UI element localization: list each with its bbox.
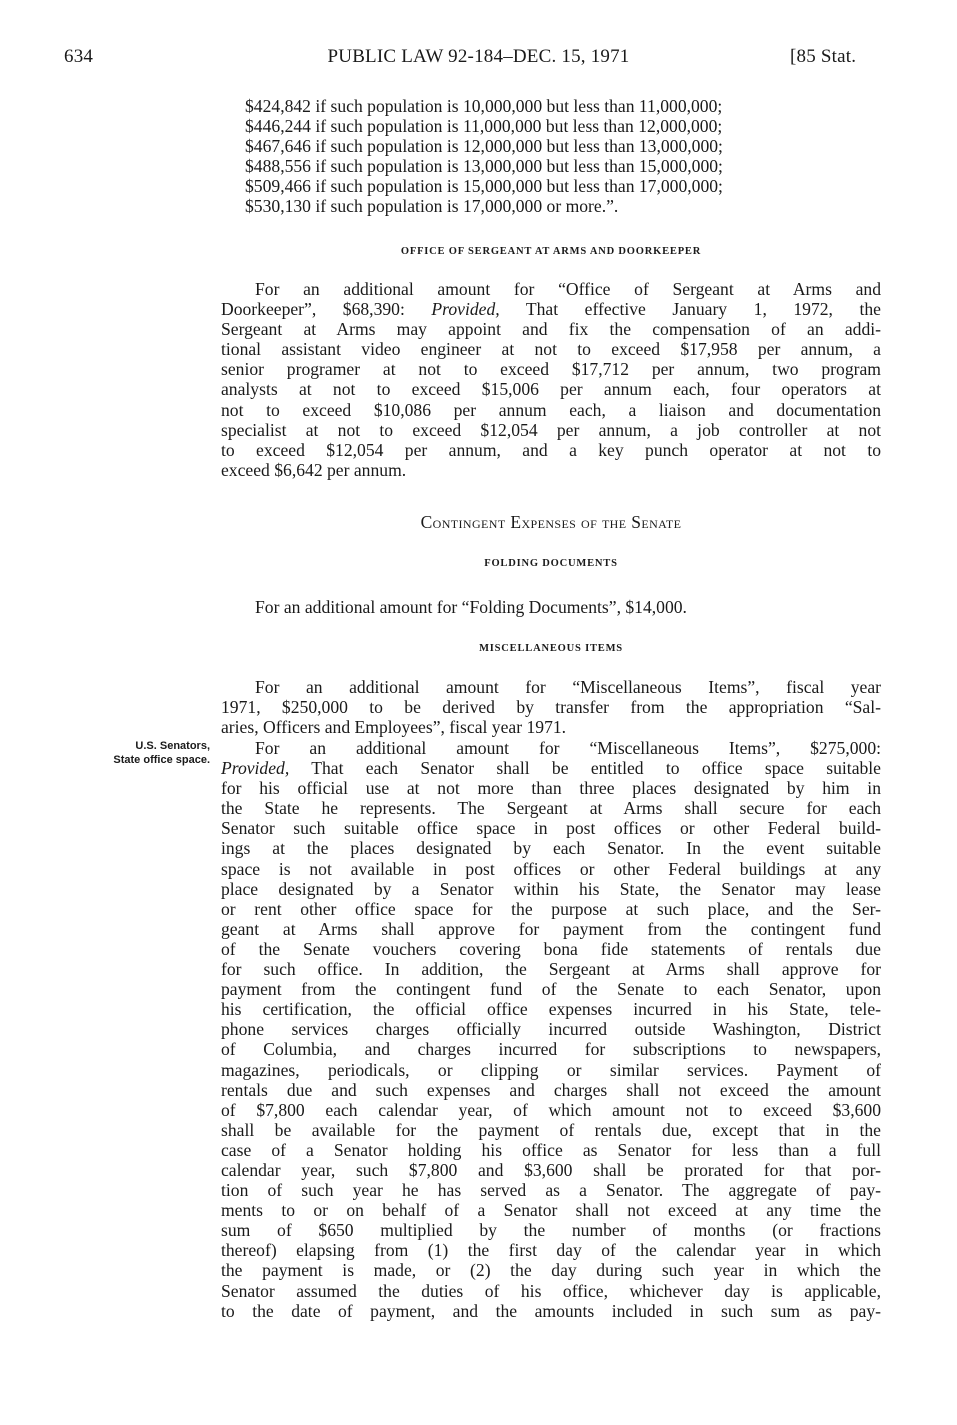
provided-word: Provided,	[221, 758, 290, 779]
paragraph-line: of Columbia, and charges incurred for subscriptions to newspapers,	[221, 1039, 881, 1060]
paragraph-line: for such office. In addition, the Sergeant at Arms shall approve for	[221, 959, 881, 980]
paragraph-line: magazines, periodicals, or clipping or similar services. Payment of	[221, 1059, 881, 1080]
paragraph-line: specialist at not to exceed $12,054 per annum, a job controller at not	[221, 419, 881, 440]
population-line: $424,842 if such population is 10,000,000 but less than 11,000,000;	[245, 96, 723, 116]
page-number: 634	[64, 46, 94, 67]
paragraph-line: Senator such suitable office space in post offices or other Federal build-	[221, 818, 881, 839]
population-line: $488,556 if such population is 13,000,000 but less than 15,000,000;	[245, 156, 723, 177]
paragraph-line: rentals due and such expenses and charges shall not exceed the amount	[221, 1079, 881, 1100]
population-line: $509,466 if such population is 15,000,000 but less than 17,000,000;	[245, 176, 723, 197]
paragraph-line: Senator assumed the duties of his office, whichever day is applicable,	[221, 1280, 881, 1301]
paragraph-line: of the Senate vouchers covering bona fide statements of rentals due	[221, 938, 881, 959]
paragraph-line: or rent other office space for the purpose at such place, and the Ser-	[221, 898, 881, 919]
paragraph-line: geant at Arms shall approve for payment from the contingent fund	[221, 918, 881, 939]
section-heading-contingent: Contingent Expenses of the Senate	[420, 512, 682, 532]
margin-note-line: U.S. Senators,	[135, 740, 210, 752]
population-line: $530,130 if such population is 17,000,000 or more.”.	[245, 196, 619, 217]
running-title: PUBLIC LAW 92-184–DEC. 15, 1971	[327, 46, 630, 67]
paragraph-line: 1971, $250,000 to be derived by transfer from the appropriation “Sal-	[221, 697, 881, 718]
paragraph-line: to exceed $12,054 per annum, and a key punch operator at not to	[221, 439, 881, 460]
paragraph-line: For an additional amount for “Office of Sergeant at Arms and	[255, 279, 881, 299]
paragraph-line: ings at the places designated by each Senator. In the event suitable	[221, 838, 881, 859]
population-schedule	[245, 96, 881, 217]
paragraph-line: aries, Officers and Employees”, fiscal year 1971.	[221, 717, 567, 738]
paragraph-line: Sergeant at Arms may appoint and fix the compensation of an addi-	[221, 319, 881, 340]
population-line: $467,646 if such population is 12,000,000 but less than 13,000,000;	[245, 136, 723, 157]
paragraph-line: his certification, the official office expenses incurred in his State, tele-	[221, 999, 881, 1020]
statute-reference: [85 Stat.	[790, 46, 857, 67]
paragraph-line: senior programer at not to exceed $17,712 per annum, two program	[221, 359, 881, 380]
paragraph-line: For an additional amount for “Miscellaneous Items”, $275,000:	[255, 738, 881, 758]
paragraph-line: calendar year, such $7,800 and $3,600 shall be prorated for that por-	[221, 1159, 881, 1180]
margin-note-line: State office space.	[113, 754, 210, 766]
paragraph-line: For an additional amount for “Folding Documents”, $14,000.	[255, 597, 687, 617]
misc-paragraph-2	[221, 738, 881, 1321]
subheading-miscellaneous: MISCELLANEOUS ITEMS	[479, 643, 623, 654]
paragraph-line: ments to or on behalf of a Senator shall not exceed at any time the	[221, 1200, 881, 1221]
paragraph-line: tion of such year he has served as a Senator. The aggregate of pay-	[221, 1180, 881, 1201]
paragraph-line: sum of $650 multiplied by the number of months (or fractions	[221, 1220, 881, 1241]
paragraph-line: place designated by a Senator within his State, the Senator may lease	[221, 878, 881, 899]
provided-word: Provided,	[431, 299, 500, 320]
paragraph-line: exceed $6,642 per annum.	[221, 459, 407, 480]
misc-paragraph-1	[221, 677, 881, 737]
section-heading-sergeant: OFFICE OF SERGEANT AT ARMS AND DOORKEEPER	[400, 246, 702, 257]
paragraph-line: For an additional amount for “Miscellaneous Items”, fiscal year	[255, 677, 881, 697]
paragraph-line: of $7,800 each calendar year, of which amount not to exceed $3,600	[221, 1099, 881, 1120]
paragraph-line: analysts at not to exceed $15,006 per annum each, four operators at	[221, 379, 881, 400]
margin-note	[40, 739, 210, 767]
paragraph-line: Doorkeeper”, $68,390: Provided, That effective January 1, 1972, the	[221, 299, 881, 320]
paragraph-line: space is not available in post offices or other Federal buildings at any	[221, 858, 881, 879]
paragraph-line: the State he represents. The Sergeant at Arms shall secure for each	[221, 798, 881, 819]
paragraph-line: tional assistant video engineer at not to exceed $17,958 per annum, a	[221, 339, 881, 360]
paragraph-line: phone services charges officially incurred outside Washington, District	[221, 1019, 881, 1040]
paragraph-line: not to exceed $10,086 per annum each, a liaison and documentation	[221, 399, 881, 420]
paragraph-line: Provided, That each Senator shall be entitled to office space suitable	[221, 758, 881, 779]
paragraph-line: case of a Senator holding his office as Senator for less than a full	[221, 1139, 881, 1160]
paragraph-line: payment from the contingent fund of the Senate to each Senator, upon	[221, 979, 881, 1000]
paragraph-line: for his official use at not more than three places designated by him in	[221, 778, 881, 799]
paragraph-line: shall be available for the payment of rentals due, except that in the	[221, 1119, 881, 1140]
population-line: $446,244 if such population is 11,000,000 but less than 12,000,000;	[245, 116, 723, 137]
paragraph-line: the payment is made, or (2) the day during such year in which the	[221, 1260, 881, 1281]
subheading-folding: FOLDING DOCUMENTS	[484, 558, 618, 569]
sergeant-paragraph	[221, 279, 881, 480]
paragraph-line: to the date of payment, and the amounts included in such sum as pay-	[221, 1300, 881, 1321]
folding-paragraph	[221, 597, 881, 617]
paragraph-line: thereof) elapsing from (1) the first day of the calendar year in which	[221, 1240, 881, 1261]
